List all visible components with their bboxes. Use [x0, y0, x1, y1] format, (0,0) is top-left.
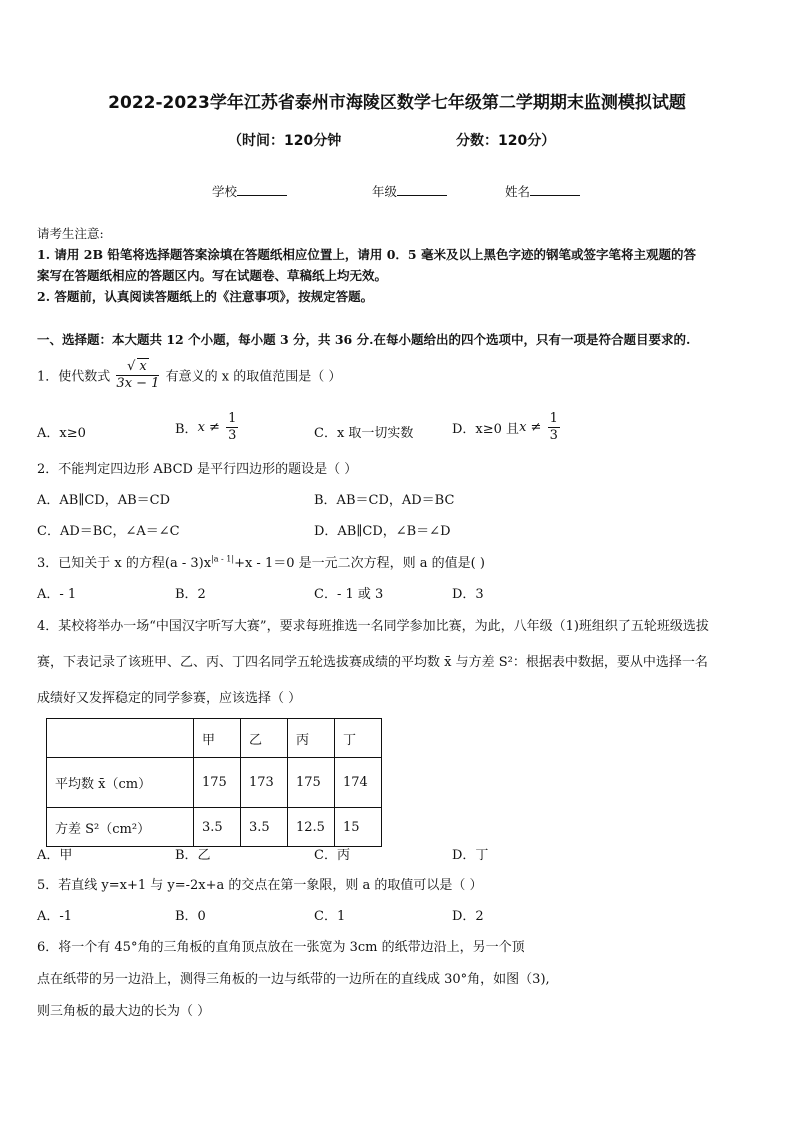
q1-prefix: 1．使代数式 — [37, 369, 111, 385]
notes-heading: 请考生注意: — [37, 226, 104, 241]
table-row — [47, 758, 382, 808]
q1-fraction: $\frac{√ x}{3x - 1}$ — [116, 359, 160, 391]
q5-option-b: B．0 — [175, 909, 206, 924]
table-cell: 15 — [335, 808, 382, 847]
question-5-stem: 5．若直线 y=x+1 与 y=-2x+a 的交点在第一象限，则 a 的取值可以是（ ） — [37, 878, 483, 893]
table-header-row — [47, 719, 382, 758]
q1-option-c: C．x 取一切实数 — [314, 426, 414, 441]
q5-option-c: C．1 — [314, 909, 346, 924]
q2-option-b: B．AB＝CD，AD＝BC — [314, 493, 455, 508]
q1-frac-num: x — [139, 359, 147, 374]
table-header-cell: 丁 — [335, 719, 382, 758]
notes-line-3: 2. 答题前，认真阅读答题纸上的《注意事项》，按规定答题。 — [37, 289, 374, 304]
table-cell: 方差 S²（cm²） — [47, 808, 194, 847]
table-header-cell: 丙 — [288, 719, 335, 758]
school-blank — [237, 183, 287, 196]
table-header-cell: 乙 — [241, 719, 288, 758]
q1-d-fraction: $\frac{1}{3}$ — [549, 411, 558, 443]
q5-option-d: D．2 — [452, 909, 484, 924]
question-4-line-1: 4．某校将举办一场“中国汉字听写大赛”，要求每班推选一名同学参加比赛，为此，八年级（1)班组织了五轮班级选拔 — [37, 619, 709, 634]
question-6-line-1: 6．将一个有 45°角的三角板的直角顶点放在一张宽为 3cm 的纸带边沿上，另一个顶 — [37, 940, 525, 955]
q3-exponent: |a - 1| — [211, 554, 235, 564]
question-3-stem: 3．已知关于 x 的方程$(a - 3)x^{|a - 1|}+x - 1=0$ 是一元二次方程，则 a 的值是( ) — [37, 554, 485, 571]
grade-blank — [397, 183, 447, 196]
grade-field — [372, 182, 447, 200]
q1-b-fraction: $\frac{1}{3}$ — [228, 411, 237, 443]
question-4-line-2: 赛，下表记录了该班甲、乙、丙、丁四名同学五轮选拔赛成绩的平均数 x̄ 与方差 S²：根据表中数据，要从中选择一名 — [37, 655, 708, 670]
q4-option-c: C．丙 — [314, 848, 350, 863]
school-field — [212, 182, 287, 200]
q2-option-a: A．AB∥CD，AB＝CD — [37, 493, 171, 508]
notes-line-1: 1. 请用 2B 铅笔将选择题答案涂填在答题纸相应位置上，请用 0．5 毫米及以上黑色字迹的钢笔或签字笔将主观题的答 — [37, 247, 696, 262]
name-blank — [530, 183, 580, 196]
scores-table — [46, 718, 382, 847]
table-cell: 12.5 — [288, 808, 335, 847]
table-cell: 平均数 x̄（cm） — [47, 758, 194, 808]
q3-option-c: C．- 1 或 3 — [314, 587, 384, 602]
question-4-line-3: 成绩好又发挥稳定的同学参赛，应该选择（ ） — [37, 691, 302, 706]
exam-title: 2022-2023学年江苏省泰州市海陵区数学七年级第二学期期末监测模拟试题 — [108, 93, 686, 113]
table-cell: 175 — [194, 758, 241, 808]
q2-option-c: C．AD＝BC，∠A＝∠C — [37, 524, 180, 539]
table-header-cell — [47, 719, 194, 758]
q1-option-a: A．x≥0 — [37, 426, 86, 441]
q3-option-a: A．- 1 — [37, 587, 77, 602]
q4-option-a: A．甲 — [37, 848, 73, 863]
q1-suffix: 有意义的 x 的取值范围是（ ） — [165, 369, 342, 385]
q1-option-d: D．x≥0 且x ≠ $\frac{1}{3}$ — [452, 411, 558, 443]
grade-label: 年级 — [372, 184, 398, 199]
question-6-line-3: 则三角板的最大边的长为（ ） — [37, 1004, 211, 1019]
q3-option-b: B．2 — [175, 587, 206, 602]
q1-frac-den: 3x − 1 — [116, 376, 160, 391]
notes-line-2: 案写在答题纸相应的答题区内。写在试题卷、草稿纸上均无效。 — [37, 268, 388, 283]
table-row — [47, 808, 382, 847]
q2-option-d: D．AB∥CD，∠B＝∠D — [314, 524, 451, 539]
score-info: 分数：120分） — [456, 133, 556, 149]
name-field — [505, 182, 580, 200]
q4-option-d: D．丁 — [452, 848, 489, 863]
table-cell: 3.5 — [194, 808, 241, 847]
section-heading: 一、选择题：本大题共 12 个小题，每小题 3 分，共 36 分.在每小题给出的四个选项中，只有一项是符合题目要求的. — [37, 332, 691, 347]
school-label: 学校 — [212, 184, 238, 199]
table-cell: 3.5 — [241, 808, 288, 847]
table-cell: 173 — [241, 758, 288, 808]
table-header-cell: 甲 — [194, 719, 241, 758]
question-1-stem — [37, 358, 341, 392]
q5-option-a: A．-1 — [37, 909, 73, 924]
q4-option-b: B．乙 — [175, 848, 211, 863]
table-cell: 174 — [335, 758, 382, 808]
question-6-line-2: 点在纸带的另一边沿上，测得三角板的一边与纸带的一边所在的直线成 30°角，如图（3), — [37, 972, 550, 987]
q3-option-d: D．3 — [452, 587, 484, 602]
time-info: （时间：120分钟 — [228, 133, 342, 149]
question-2-stem: 2．不能判定四边形 ABCD 是平行四边形的题设是（ ） — [37, 462, 358, 477]
q1-option-b: B．x ≠ $\frac{1}{3}$ — [175, 411, 237, 443]
table-cell: 175 — [288, 758, 335, 808]
name-label: 姓名 — [505, 184, 531, 199]
